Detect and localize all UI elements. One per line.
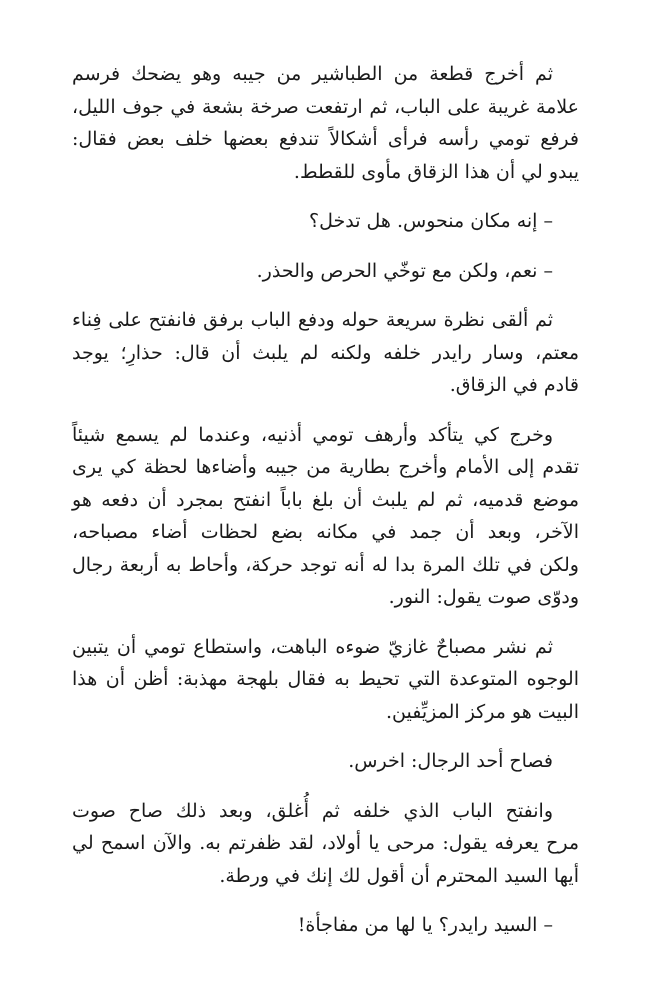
paragraph-3: [72, 419, 579, 614]
paragraph-4: [72, 631, 579, 729]
paragraph-line: فصاح أحد الرجال: اخرس.: [348, 750, 553, 772]
paragraph-2: [72, 304, 579, 402]
paragraph-line: ودوّى صوت يقول: النور.: [388, 586, 579, 608]
paragraph-line: تقدم إلى الأمام وأخرج بطارية من جيبه وأضاءها لحظة كي يرى: [72, 456, 579, 478]
paragraph-1: [72, 58, 579, 188]
paragraph-line: يبدو لي أن هذا الزقاق مأوى للقطط.: [293, 160, 579, 183]
paragraph-line: الوجوه المتوعدة التي تحيط به فقال بلهجة مهذبة: أظن أن هذا: [72, 668, 579, 690]
dialogue-line-1: – إنه مكان منحوس. هل تدخل؟: [309, 210, 553, 232]
dialogue-line-2: – نعم، ولكن مع توخّي الحرص والحذر.: [256, 259, 553, 282]
paragraph-line: فرفع تومي رأسه فرأى أشكالاً تندفع بعضها خلف بعض فقال:: [72, 128, 579, 150]
paragraph-line: قادم في الزقاق.: [449, 374, 579, 396]
paragraph-5: [72, 745, 579, 778]
paragraph-line: البيت هو مركز المزيِّفين.: [385, 700, 579, 723]
paragraph-line: وخرج كي يتأكد وأرهف تومي أذنيه، وعندما لم يسمع شيئاً: [72, 423, 553, 446]
paragraph-line: ثم ألقى نظرة سريعة حوله ودفع الباب برفق فانفتح على فِناء: [72, 309, 553, 331]
paragraph-line: موضع قدميه، ثم لم يلبث أن بلغ باباً انفتح بمجرد أن دفعه هو: [72, 488, 579, 511]
paragraph-line: علامة غريبة على الباب، ثم ارتفعت صرخة بشعة في جوف الليل،: [72, 95, 579, 118]
paragraph-6: [72, 795, 579, 893]
paragraph-line: ثم أخرج قطعة من الطباشير من جيبه وهو يضحك فرسم: [72, 63, 553, 85]
paragraph-line: مرح يعرفه يقول: مرحى يا أولاد، لقد ظفرتم به. والآن اسمح لي: [72, 832, 579, 854]
paragraph-line: ثم نشر مصباحٌ غازيّ ضوءه الباهت، واستطاع تومي أن يتبين: [72, 635, 553, 658]
dialogue-line-3: – السيد رايدر؟ يا لها من مفاجأة!: [297, 914, 553, 936]
paragraph-line: ولكن في تلك المرة بدا له أنه توجد حركة، وأحاط به أربعة رجال: [72, 553, 579, 576]
book-page: [72, 58, 579, 959]
paragraph-line: أيها السيد المحترم أن أقول لك إنك في ورطة.: [219, 864, 579, 887]
paragraph-line: وانفتح الباب الذي خلفه ثم أُغلق، وبعد ذلك صاح صوت: [72, 799, 553, 822]
paragraph-line: معتم، وسار رايدر خلفه ولكنه لم يلبث أن قال: حذارِ؛ يوجد: [72, 341, 579, 364]
paragraph-line: الآخر، وبعد أن جمد في مكانه بضع لحظات أضاء مصباحه،: [72, 521, 579, 543]
